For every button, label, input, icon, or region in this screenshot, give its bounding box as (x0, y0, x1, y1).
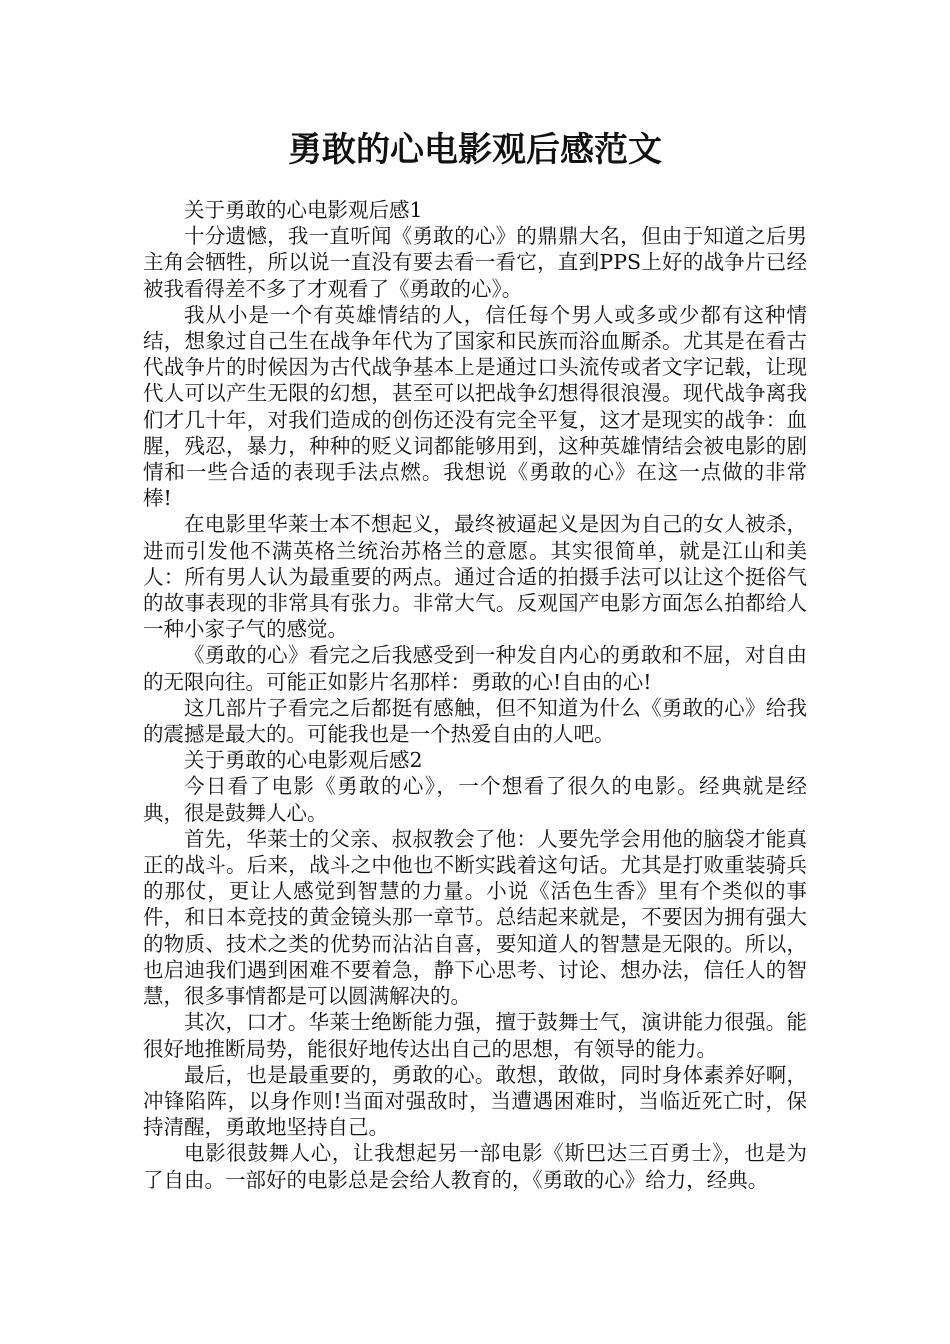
paragraph: 今日看了电影《勇敢的心》，一个想看了很久的电影。经典就是经典，很是鼓舞人心。 (143, 774, 807, 825)
document-body (143, 197, 807, 1193)
paragraph: 在电影里华莱士本不想起义，最终被逼起义是因为自己的女人被杀，进而引发他不满英格兰统治苏格兰的意愿。其实很简单，就是江山和美人：所有男人认为最重要的两点。通过合适的拍摄手法可以让这个挺俗气的故事表现的非常具有张力。非常大气。反观国产电影方面怎么拍都给人一种小家子气的感觉。 (143, 512, 807, 642)
paragraph: 《勇敢的心》看完之后我感受到一种发自内心的勇敢和不屈，对自由的无限向往。可能正如影片名那样：勇敢的心!自由的心! (143, 643, 807, 694)
section-heading-1: 关于勇敢的心电影观后感1 (184, 198, 423, 222)
paragraph: 电影很鼓舞人心，让我想起另一部电影《斯巴达三百勇士》，也是为了自由。一部好的电影总是会给人教育的，《勇敢的心》给力，经典。 (143, 1141, 807, 1192)
paragraph: 我从小是一个有英雄情结的人，信任每个男人或多或少都有这种情结，想象过自己生在战争年代为了国家和民族而浴血厮杀。尤其是在看古代战争片的时候因为古代战争基本上是通过口头流传或者文字记载，让现代人可以产生无限的幻想，甚至可以把战争幻想得很浪漫。现代战争离我们才几十年，对我们造成的创伤还没有完全平复，这才是现实的战争：血腥，残忍，暴力，种种的贬义词都能够用到，这种英雄情结会被电影的剧情和一些合适的表现手法点燃。我想说《勇敢的心》在这一点做的非常棒! (143, 302, 807, 511)
paragraph: 其次，口才。华莱士绝断能力强，擅于鼓舞士气，演讲能力很强。能很好地推断局势，能很好地传达出自己的思想，有领导的能力。 (143, 1010, 807, 1061)
paragraph: 最后，也是最重要的，勇敢的心。敢想，敢做，同时身体素养好啊，冲锋陷阵，以身作则!当面对强敌时，当遭遇困难时，当临近死亡时，保持清醒，勇敢地坚持自己。 (143, 1062, 807, 1140)
section-heading-2: 关于勇敢的心电影观后感2 (184, 748, 423, 773)
paragraph: 十分遗憾，我一直听闻《勇敢的心》的鼎鼎大名，但由于知道之后男主角会牺牲，所以说一直没有要去看一看它，直到PPS上好的战争片已经被我看得差不多了才观看了《勇敢的心》。 (143, 224, 807, 301)
paragraph: 这几部片子看完之后都挺有感触，但不知道为什么《勇敢的心》给我的震撼是最大的。可能我也是一个热爱自由的人吧。 (143, 695, 807, 747)
document-title: 勇敢的心电影观后感范文 (288, 130, 662, 170)
paragraph: 首先，华莱士的父亲、叔叔教会了他：人要先学会用他的脑袋才能真正的战斗。后来，战斗之中他也不断实践着这句话。尤其是打败重装骑兵的那仗，更让人感觉到智慧的力量。小说《活色生香》里有个类似的事件，和日本竞技的黄金镜头那一章节。总结起来就是，不要因为拥有强大的物质、技术之类的优势而沾沾自喜，要知道人的智慧是无限的。所以，也启迪我们遇到困难不要着急，静下心思考、讨论、想办法，信任人的智慧，很多事情都是可以圆满解决的。 (143, 826, 807, 1009)
